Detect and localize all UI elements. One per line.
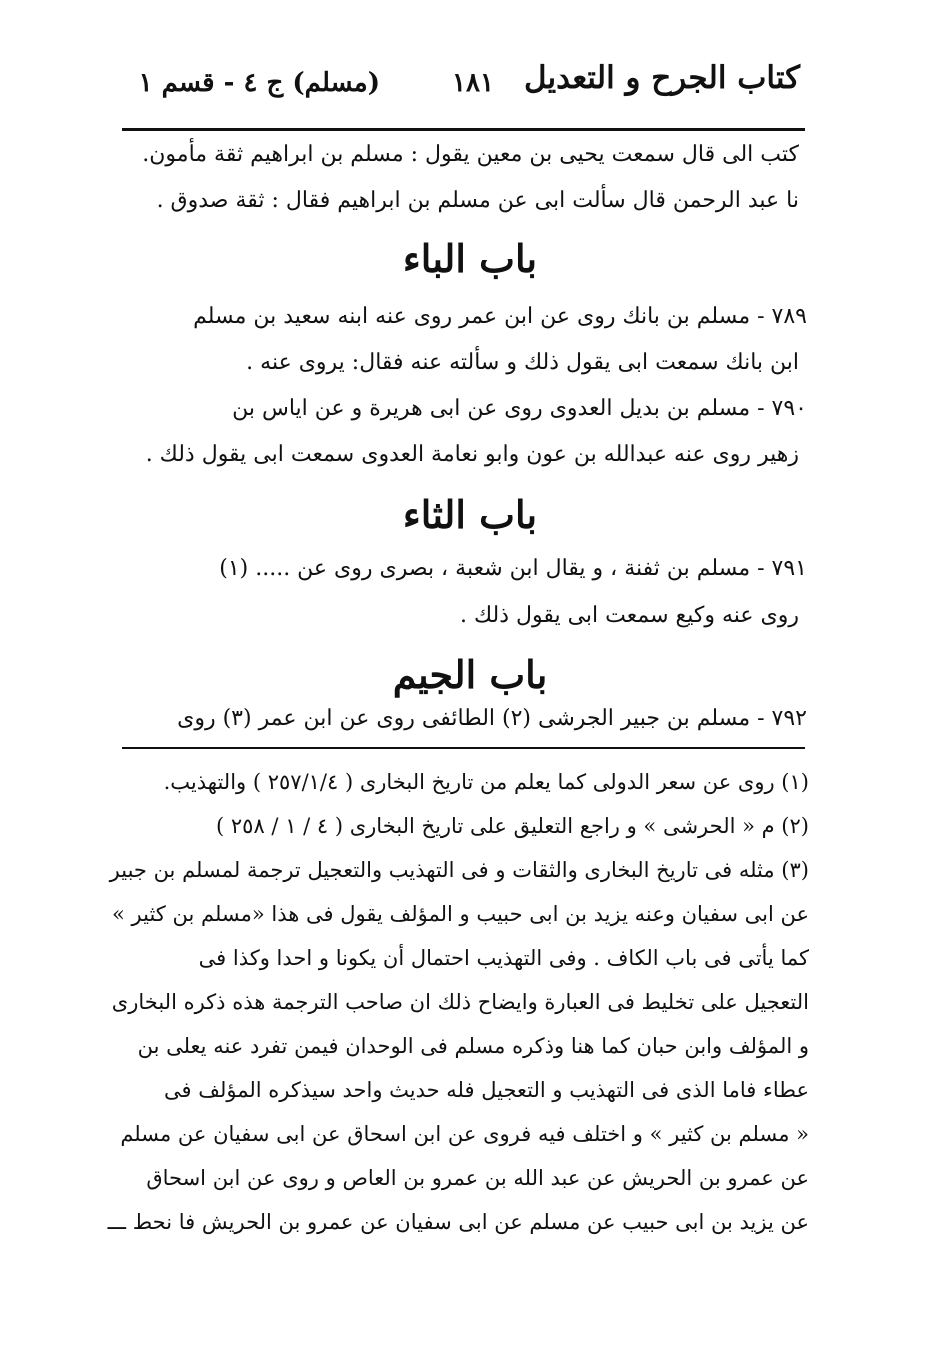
intro-line-2: نا عبد الرحمن قال سألت ابى عن مسلم بن ابراهيم فقال : ثقة صدوق . [156,188,799,213]
chapter-heading-ba: باب الباء [402,236,538,281]
footnote-2: (٢) م « الحرشى » و راجع التعليق على تاريخ البخارى ( ٤ / ١ / ٢٥٨ ) [216,814,809,838]
header-page-number: ١٨١ [452,68,494,98]
footnote-3-line-6: عطاء فاما الذى فى التهذيب و التعجيل فله حديث واحد سيذكره المؤلف فى [164,1078,809,1102]
footnote-3-line-8: عن عمرو بن الحريش عن عبد الله بن عمرو بن العاص و روى عن ابن اسحاق [146,1166,809,1190]
footnote-3-line-4: التعجيل على تخليط فى العبارة وايضاح ذلك ان صاحب الترجمة هذه ذكره البخارى [111,990,809,1014]
chapter-heading-tha: باب الثاء [402,492,538,537]
footnote-1: (١) روى عن سعر الدولى كما يعلم من تاريخ البخارى ( ٢٥٧/١/٤ ) والتهذيب. [163,770,809,794]
footnote-rule [122,747,805,749]
footnote-3-line-7: « مسلم بن كثير » و اختلف فيه فروى عن ابن اسحاق عن ابى سفيان عن مسلم [120,1122,809,1146]
header-rule [122,128,805,131]
header-volume-info: (مسلم) ج ٤ - قسم ١ [138,68,380,98]
footnote-3-line-1: (٣) مثله فى تاريخ البخارى والثقات و فى التهذيب والتعجيل ترجمة لمسلم بن جبير [109,858,809,882]
footnote-3-line-3: كما يأتى فى باب الكاف . وفى التهذيب احتمال أن يكونا و احدا وكذا فى [198,946,809,970]
entry-791-line-1: ٧٩١ - مسلم بن ثفنة ، و يقال ابن شعبة ، بصرى روى عن ..... (١) [219,556,807,581]
intro-line-1: كتب الى قال سمعت يحيى بن معين يقول : مسلم بن ابراهيم ثقة مأمون. [142,142,799,167]
entry-789-line-2: ابن بانك سمعت ابى يقول ذلك و سألته عنه فقال: يروى عنه . [246,350,799,375]
footnote-3-line-2: عن ابى سفيان وعنه يزيد بن ابى حبيب و المؤلف يقول فى هذا «مسلم بن كثير » [112,902,809,926]
entry-792-line-1: ٧٩٢ - مسلم بن جبير الجرشى (٢) الطائفى روى عن ابن عمر (٣) روى [177,706,807,731]
footnote-3-line-5: و المؤلف وابن حبان كما هنا وذكره مسلم فى الوحدان فيمن تفرد عنه يعلى بن [137,1034,809,1058]
header-book-title: كتاب الجرح و التعديل [523,60,800,96]
chapter-heading-jim: باب الجيم [392,652,548,697]
entry-790-line-2: زهير روى عنه عبدالله بن عون وابو نعامة العدوى سمعت ابى يقول ذلك . [145,442,799,467]
footnote-3-line-9: عن يزيد بن ابى حبيب عن مسلم عن ابى سفيان عن عمرو بن الحريش فا نحط ـــ [107,1210,809,1234]
entry-791-line-2: روى عنه وكيع سمعت ابى يقول ذلك . [459,603,799,628]
entry-790-line-1: ٧٩٠ - مسلم بن بديل العدوى روى عن ابى هريرة و عن اياس بن [232,396,807,421]
entry-789-line-1: ٧٨٩ - مسلم بن بانك روى عن ابن عمر روى عنه ابنه سعيد بن مسلم [193,304,807,329]
